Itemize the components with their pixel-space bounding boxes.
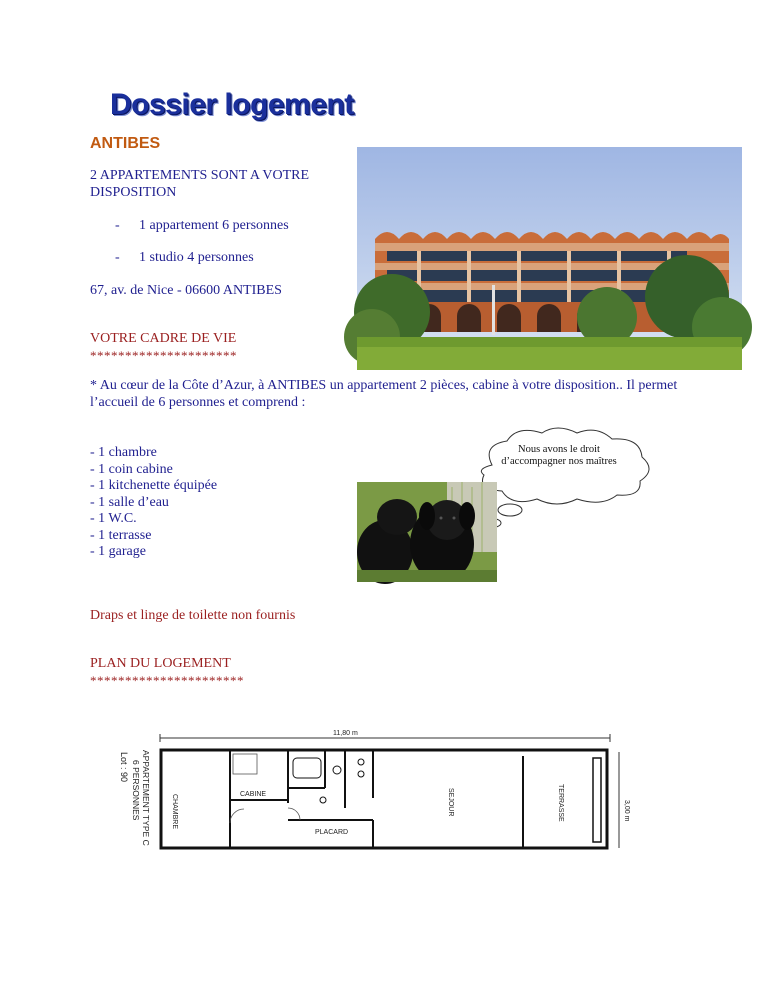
building-illustration [357, 147, 742, 370]
room-sejour: SEJOUR [447, 788, 454, 817]
dogs-illustration [357, 482, 497, 582]
width-dimension: 11,80 m [333, 730, 358, 737]
section-heading-cadre: VOTRE CADRE DE VIE [90, 331, 237, 346]
room-terrasse: TERRASSE [557, 784, 564, 822]
lot-number: Lot : 90 [119, 752, 129, 783]
apartment-capacity: 6 PERSONNES [131, 760, 141, 821]
room-placard: PLACARD [315, 829, 349, 836]
room-chambre: CHAMBRE [171, 794, 178, 830]
section-stars-cadre: ********************* [90, 348, 237, 363]
bullet-dash: - [115, 250, 120, 265]
section-stars-plan: ********************** [90, 673, 244, 688]
list-item: - 1 W.C. [90, 511, 137, 526]
list-item: - 1 coin cabine [90, 461, 173, 477]
city-heading: ANTIBES [90, 135, 161, 152]
section-heading-plan: PLAN DU LOGEMENT [90, 656, 231, 671]
list-item: - 1 kitchenette équipée [90, 478, 218, 493]
rooms-list [90, 445, 217, 561]
bullet-text: 1 appartement 6 personnes [139, 218, 289, 233]
cadre-description: * Au cœur de la Côte d’Azur, à ANTIBES un appartement 2 pièces, cabine à votre disposition.. Il permet l’accueil de 6 personnes et comprend : [90, 378, 678, 410]
speech-bubble-text: Nous avons le droit d’accompagner nos maîtres [501, 444, 617, 467]
dogs-photo [357, 482, 497, 582]
linen-note: Draps et linge de toilette non fournis [90, 608, 296, 623]
floor-plan [105, 708, 628, 916]
list-item: - 1 terrasse [90, 527, 152, 543]
building-photo [357, 147, 742, 370]
intro-lead: 2 APPARTEMENTS SONT A VOTRE DISPOSITION [90, 168, 310, 200]
room-cabine: CABINE [240, 791, 267, 798]
depth-dimension: 3,00 m [623, 800, 630, 822]
page-title: Dossier logement [110, 88, 354, 121]
bullet-text: 1 studio 4 personnes [139, 250, 254, 265]
list-item: - 1 garage [90, 544, 146, 559]
bullet-dash: - [115, 218, 120, 233]
list-item: - 1 chambre [90, 445, 157, 460]
address: 67, av. de Nice - 06600 ANTIBES [90, 283, 282, 298]
list-item: - 1 salle d’eau [90, 494, 169, 510]
apartment-type: APPARTEMENT TYPE C [141, 750, 151, 846]
outer-walls [161, 750, 607, 848]
